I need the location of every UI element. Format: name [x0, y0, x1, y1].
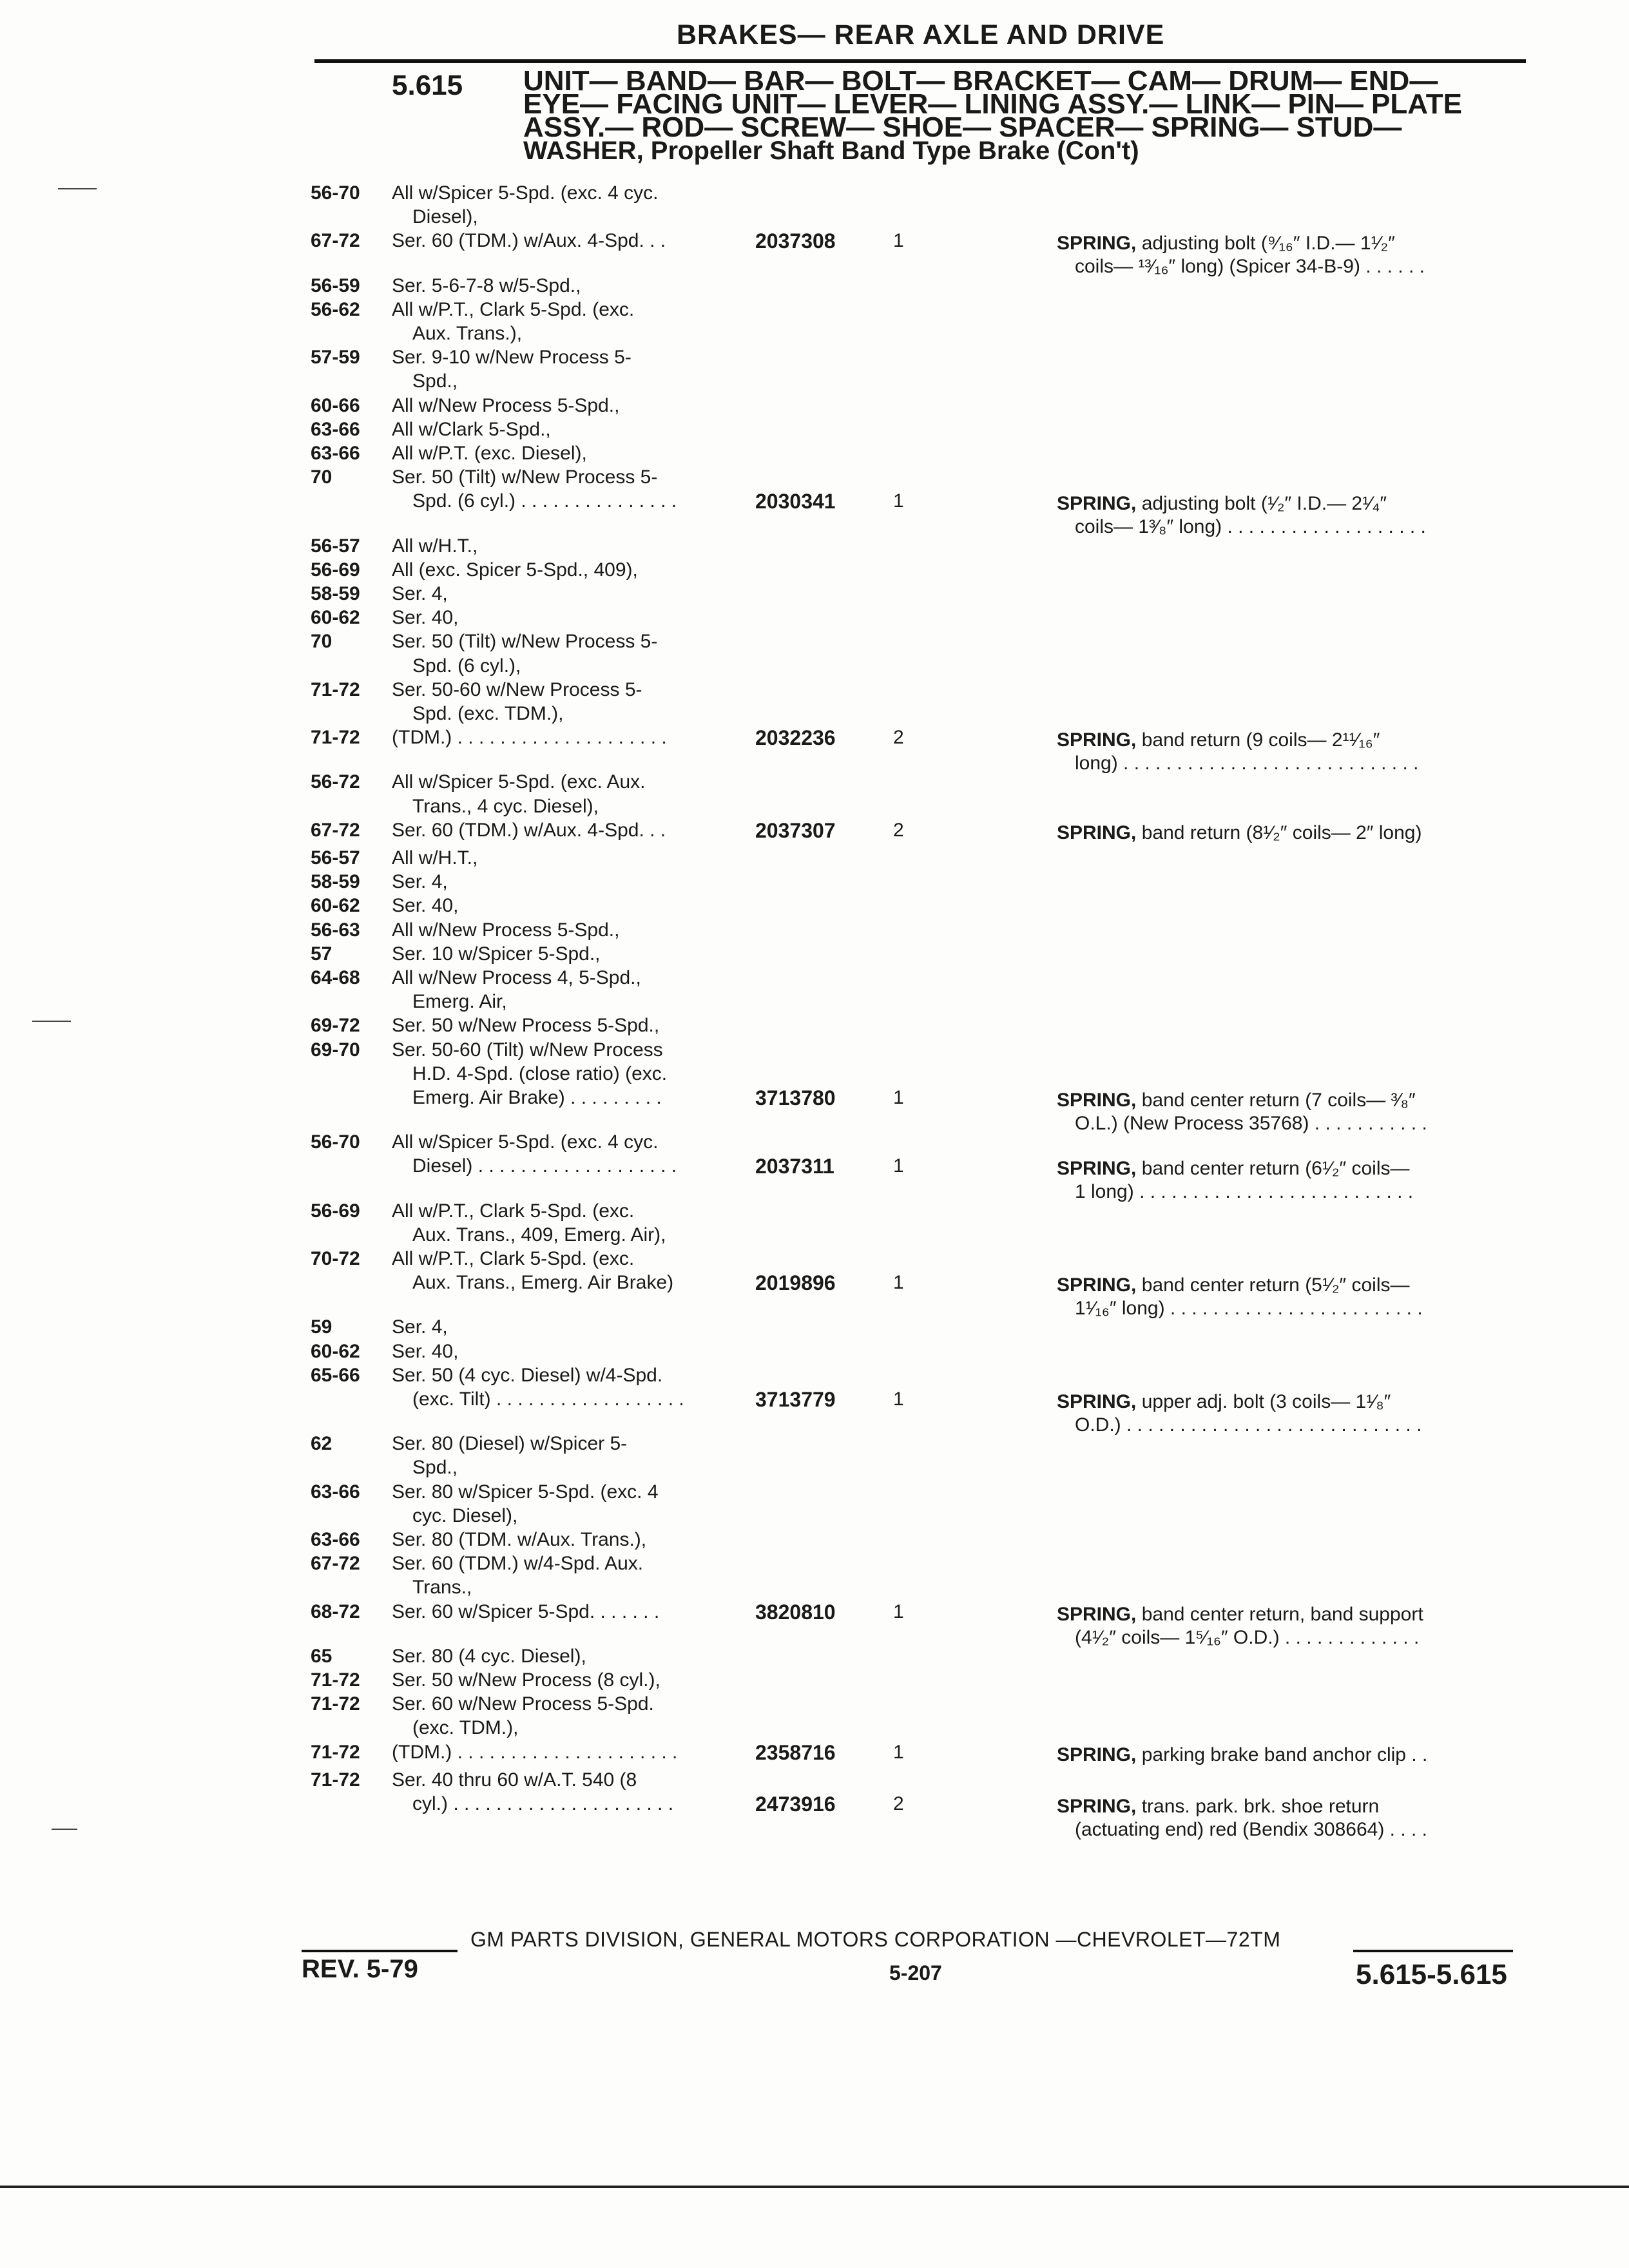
model-years: 65 [311, 1645, 333, 1667]
application-description: Ser. 50 w/New Process 5-Spd., [392, 1015, 660, 1037]
model-years: 60-66 [311, 394, 360, 416]
model-years: 70 [311, 466, 333, 488]
quantity: 1 [893, 1389, 904, 1410]
part-spec-continuation: O.L.) (New Process 35768) . . . . . . . . . . . [1075, 1113, 1427, 1134]
footer-publisher: GM PARTS DIVISION, GENERAL MOTORS CORPORATION —CHEVROLET—72TM [470, 1928, 1281, 1951]
application-description: Ser. 80 (TDM. w/Aux. Trans.), [392, 1529, 647, 1550]
part-spec-continuation: coils— ¹³⁄₁₆″ long) (Spicer 34-B-9) . . . . . . [1075, 256, 1425, 278]
model-years: 60-62 [311, 607, 360, 629]
part-spec-text: adjusting bolt (⁹⁄₁₆″ I.D.— 1¹⁄₂″ [1141, 233, 1395, 255]
part-spec-continuation: 1 long) . . . . . . . . . . . . . . . . . . . . . . . . . . [1075, 1181, 1414, 1203]
application-description: All w/New Process 4, 5-Spd., [392, 967, 641, 988]
application-description: Ser. 50 (4 cyc. Diesel) w/4-Spd. [392, 1364, 663, 1386]
part-spec-text: trans. park. brk. shoe return [1141, 1796, 1380, 1817]
part-number: 2019896 [755, 1271, 836, 1295]
model-years: 68-72 [311, 1600, 360, 1622]
application-description: Spd. (6 cyl.) . . . . . . . . . . . . . . . [412, 490, 677, 512]
application-description: Ser. 60 w/New Process 5-Spd. [392, 1693, 654, 1715]
model-years: 60-62 [311, 895, 360, 917]
application-description: All w/Spicer 5-Spd. (exc. 4 cyc. [392, 1131, 659, 1153]
application-description: Emerg. Air Brake) . . . . . . . . . [412, 1087, 662, 1108]
part-specification [1057, 1603, 1534, 1649]
application-description: Ser. 50-60 w/New Process 5- [392, 678, 642, 700]
part-number: 3713780 [755, 1086, 836, 1110]
application-description: All w/Spicer 5-Spd. (exc. 4 cyc. [392, 182, 659, 204]
part-spec-text: band return (8¹⁄₂″ coils— 2″ long) [1141, 822, 1422, 843]
footer-rule-left [302, 1950, 458, 1952]
model-years: 56-57 [311, 535, 360, 557]
application-description: Ser. 50 (Tilt) w/New Process 5- [392, 631, 658, 653]
part-spec-continuation: 1¹⁄₁₆″ long) . . . . . . . . . . . . . . . . . . . . . . . . [1075, 1298, 1423, 1320]
part-spec-text: upper adj. bolt (3 coils— 1¹⁄₈″ [1141, 1391, 1391, 1412]
application-description: All w/P.T., Clark 5-Spd. (exc. [392, 1248, 635, 1269]
model-years: 56-59 [311, 274, 360, 296]
model-years: 71-72 [311, 727, 360, 749]
part-number: 2037307 [755, 818, 836, 842]
footer-rule-right [1353, 1950, 1513, 1952]
part-spec-text: parking brake band anchor clip . . [1141, 1744, 1428, 1765]
part-name: SPRING, [1057, 729, 1137, 751]
section-title-line: WASHER, Propeller Shaft Band Type Brake (Con't) [523, 137, 1139, 165]
part-number: 3713779 [755, 1388, 836, 1411]
application-description: All w/New Process 5-Spd., [392, 919, 620, 941]
model-years: 62 [311, 1433, 333, 1455]
footer-revision: REV. 5-79 [302, 1955, 418, 1983]
application-description: Spd. (exc. TDM.), [412, 703, 564, 724]
part-spec-text: band center return, band support [1141, 1603, 1423, 1625]
application-description: All w/New Process 5-Spd., [392, 394, 620, 416]
part-specification [1057, 729, 1534, 775]
scan-mark [32, 1021, 71, 1022]
part-number: 2032236 [755, 726, 836, 750]
part-specification [1057, 1157, 1534, 1204]
application-description: Ser. 5-6-7-8 w/5-Spd., [392, 274, 581, 296]
part-number: 2030341 [755, 490, 836, 514]
section-number: 5.615 [392, 70, 463, 101]
model-years: 63-66 [311, 418, 360, 440]
model-years: 69-72 [311, 1015, 360, 1037]
application-description: (TDM.) . . . . . . . . . . . . . . . . . . . . [392, 727, 667, 749]
part-name: SPRING, [1057, 1274, 1137, 1296]
model-years: 56-69 [311, 1200, 360, 1222]
application-description: Trans., 4 cyc. Diesel), [412, 795, 599, 817]
part-name: SPRING, [1057, 233, 1137, 255]
application-description: All w/P.T. (exc. Diesel), [392, 443, 587, 464]
part-specification [1057, 1089, 1534, 1135]
model-years: 70-72 [311, 1248, 360, 1269]
application-description: Ser. 4, [392, 871, 448, 893]
model-years: 64-68 [311, 967, 360, 988]
model-years: 56-63 [311, 919, 360, 941]
quantity: 1 [893, 490, 904, 512]
footer-section-range: 5.615-5.615 [1356, 1959, 1507, 1990]
part-spec-text: band return (9 coils— 2¹¹⁄₁₆″ [1141, 729, 1380, 751]
model-years: 71-72 [311, 1669, 360, 1691]
part-specification [1057, 232, 1534, 278]
model-years: 57 [311, 943, 333, 965]
part-number: 2037308 [755, 229, 836, 253]
model-years: 63-66 [311, 1481, 360, 1503]
model-years: 67-72 [311, 819, 360, 841]
application-description: Emerg. Air, [412, 991, 507, 1013]
section-title-line: EYE— FACING UNIT— LEVER— LINING ASSY.— LINK— PIN— PLATE [523, 88, 1463, 120]
application-description: All w/P.T., Clark 5-Spd. (exc. [392, 1200, 635, 1222]
application-description: H.D. 4-Spd. (close ratio) (exc. [412, 1062, 668, 1084]
model-years: 56-62 [311, 298, 360, 320]
model-years: 60-62 [311, 1340, 360, 1362]
quantity: 1 [893, 230, 904, 252]
application-description: (TDM.) . . . . . . . . . . . . . . . . . . . . . [392, 1741, 678, 1763]
quantity: 1 [893, 1087, 904, 1108]
application-description: Spd. (6 cyl.), [412, 655, 521, 677]
application-description: All w/P.T., Clark 5-Spd. (exc. [392, 298, 635, 320]
application-description: Ser. 4, [392, 1316, 448, 1338]
quantity: 1 [893, 1272, 904, 1294]
application-description: Ser. 40, [392, 607, 459, 629]
part-number: 3820810 [755, 1600, 836, 1624]
application-description: All w/H.T., [392, 535, 478, 557]
quantity: 2 [893, 727, 904, 749]
application-description: Ser. 50-60 (Tilt) w/New Process [392, 1039, 663, 1061]
part-specification [1057, 822, 1534, 845]
application-description: Ser. 50 (Tilt) w/New Process 5- [392, 466, 658, 488]
part-spec-continuation: O.D.) . . . . . . . . . . . . . . . . . . . . . . . . . . . . [1075, 1414, 1422, 1436]
model-years: 59 [311, 1316, 333, 1338]
application-description: cyc. Diesel), [412, 1504, 518, 1526]
application-description: Ser. 80 w/Spicer 5-Spd. (exc. 4 [392, 1481, 659, 1503]
part-spec-text: adjusting bolt (¹⁄₂″ I.D.— 2¹⁄₄″ [1141, 493, 1387, 515]
model-years: 58-59 [311, 871, 360, 893]
part-name: SPRING, [1057, 1090, 1137, 1111]
application-description: Ser. 60 (TDM.) w/Aux. 4-Spd. . . [392, 230, 666, 252]
part-name: SPRING, [1057, 822, 1137, 843]
model-years: 69-70 [311, 1039, 360, 1061]
model-years: 56-57 [311, 847, 360, 869]
application-description: Aux. Trans., 409, Emerg. Air), [412, 1224, 666, 1245]
application-description: (exc. Tilt) . . . . . . . . . . . . . . . . . . [412, 1389, 684, 1410]
header-rule [314, 59, 1526, 63]
part-number: 2358716 [755, 1740, 836, 1764]
scan-mark [52, 1829, 77, 1830]
model-years: 63-66 [311, 443, 360, 464]
model-years: 58-59 [311, 583, 360, 604]
model-years: 56-72 [311, 771, 360, 793]
part-spec-text: band center return (6¹⁄₂″ coils— [1141, 1158, 1410, 1180]
application-description: (exc. TDM.), [412, 1717, 519, 1739]
part-name: SPRING, [1057, 1391, 1137, 1412]
application-description: Ser. 40 thru 60 w/A.T. 540 (8 [392, 1769, 637, 1791]
part-number: 2037311 [755, 1155, 834, 1178]
application-description: Diesel) . . . . . . . . . . . . . . . . . . . [412, 1155, 677, 1177]
application-description: Ser. 80 (4 cyc. Diesel), [392, 1645, 586, 1667]
part-spec-continuation: coils— 1³⁄₈″ long) . . . . . . . . . . . . . . . . . . . [1075, 516, 1426, 538]
part-name: SPRING, [1057, 1796, 1137, 1817]
model-years: 71-72 [311, 1769, 360, 1791]
application-description: Ser. 60 (TDM.) w/4-Spd. Aux. [392, 1553, 644, 1575]
part-specification [1057, 1274, 1534, 1320]
model-years: 70 [311, 631, 333, 653]
section-title-line: ASSY.— ROD— SCREW— SHOE— SPACER— SPRING— STUD— [523, 111, 1402, 143]
model-years: 56-69 [311, 559, 360, 581]
model-years: 67-72 [311, 230, 360, 252]
application-description: Trans., [412, 1577, 472, 1599]
application-description: All (exc. Spicer 5-Spd., 409), [392, 559, 638, 581]
quantity: 2 [893, 1793, 904, 1814]
scan-bottom-rule [0, 2186, 1629, 2188]
part-specification [1057, 1744, 1534, 1767]
scan-mark [58, 188, 97, 189]
application-description: All w/H.T., [392, 847, 478, 869]
application-description: cyl.) . . . . . . . . . . . . . . . . . . . . . [412, 1793, 674, 1814]
application-description: Aux. Trans., Emerg. Air Brake) [412, 1272, 674, 1294]
model-years: 63-66 [311, 1529, 360, 1550]
model-years: 56-70 [311, 1131, 360, 1153]
application-description: Ser. 80 (Diesel) w/Spicer 5- [392, 1433, 628, 1455]
page-header-title: BRAKES— REAR AXLE AND DRIVE [677, 19, 1165, 50]
part-name: SPRING, [1057, 1744, 1137, 1765]
application-description: Diesel), [412, 206, 478, 228]
part-name: SPRING, [1057, 493, 1137, 515]
quantity: 2 [893, 819, 904, 841]
part-spec-text: band center return (7 coils— ³⁄₈″ [1141, 1090, 1416, 1111]
application-description: Spd., [412, 370, 458, 392]
part-spec-continuation: long) . . . . . . . . . . . . . . . . . . . . . . . . . . . . [1075, 753, 1419, 774]
application-description: Spd., [412, 1457, 458, 1479]
application-description: All w/Spicer 5-Spd. (exc. Aux. [392, 771, 646, 793]
model-years: 71-72 [311, 1693, 360, 1715]
part-specification [1057, 1795, 1534, 1841]
section-title-line: UNIT— BAND— BAR— BOLT— BRACKET— CAM— DRUM— END— [523, 65, 1438, 97]
model-years: 71-72 [311, 678, 360, 700]
application-description: Ser. 40, [392, 895, 459, 917]
application-description: Ser. 50 w/New Process (8 cyl.), [392, 1669, 660, 1691]
footer-page-number: 5-207 [889, 1961, 942, 1984]
application-description: Ser. 4, [392, 583, 448, 604]
model-years: 56-70 [311, 182, 360, 204]
quantity: 1 [893, 1155, 904, 1177]
application-description: Ser. 60 (TDM.) w/Aux. 4-Spd. . . [392, 819, 666, 841]
part-specification [1057, 492, 1534, 539]
application-description: Aux. Trans.), [412, 323, 523, 344]
part-name: SPRING, [1057, 1158, 1137, 1180]
model-years: 57-59 [311, 347, 360, 369]
application-description: Ser. 9-10 w/New Process 5- [392, 347, 631, 369]
part-spec-continuation: (actuating end) red (Bendix 308664) . . . . [1075, 1819, 1427, 1840]
model-years: 65-66 [311, 1364, 360, 1386]
model-years: 67-72 [311, 1553, 360, 1575]
part-number: 2473916 [755, 1792, 836, 1816]
application-description: Ser. 40, [392, 1340, 459, 1362]
part-spec-continuation: (4¹⁄₂″ coils— 1⁵⁄₁₆″ O.D.) . . . . . . . . . . . . . [1075, 1626, 1420, 1648]
model-years: 71-72 [311, 1741, 360, 1763]
application-description: Ser. 60 w/Spicer 5-Spd. . . . . . . [392, 1600, 660, 1622]
application-description: Ser. 10 w/Spicer 5-Spd., [392, 943, 601, 965]
quantity: 1 [893, 1741, 904, 1763]
part-name: SPRING, [1057, 1603, 1137, 1625]
section-title [523, 65, 1528, 165]
part-spec-text: band center return (5¹⁄₂″ coils— [1141, 1274, 1410, 1296]
quantity: 1 [893, 1600, 904, 1622]
part-specification [1057, 1390, 1534, 1437]
application-description: All w/Clark 5-Spd., [392, 418, 551, 440]
